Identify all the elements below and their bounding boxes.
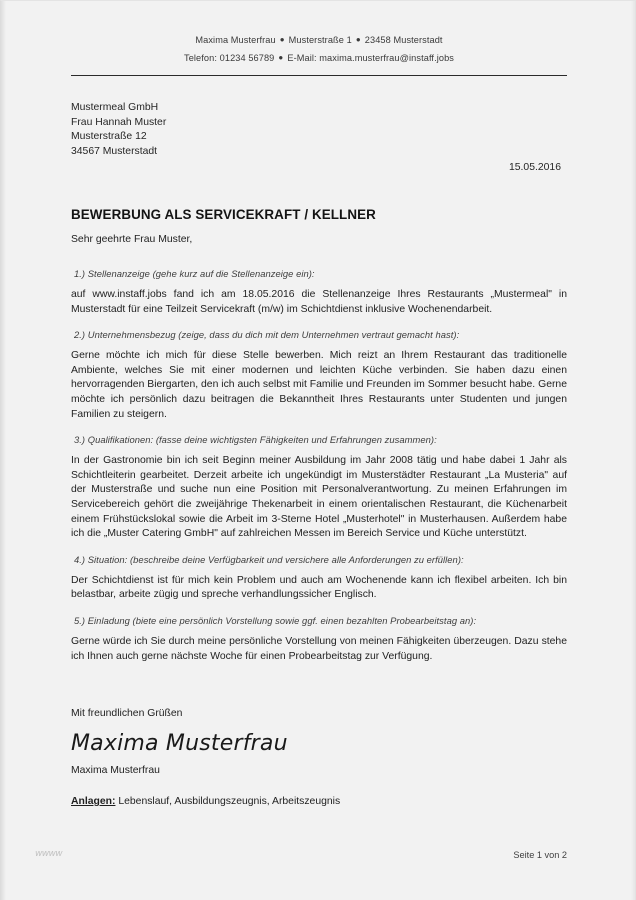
section-heading: 3.) Qualifikationen: (fasse deine wichtigsten Fähigkeiten und Erfahrungen zusammen): (74, 434, 437, 446)
section-heading: 5.) Einladung (biete eine persönlich Vorstellung sowie ggf. einen bezahlten Probearbeitstag an): (74, 614, 477, 626)
bullet-separator-icon: ● (355, 35, 361, 44)
bullet-separator-icon: ● (279, 35, 285, 44)
letter-section (71, 615, 567, 664)
recipient-address-block (71, 101, 166, 159)
sender-name: Maxima Musterfrau (195, 35, 276, 45)
attachments-items: Lebenslauf, Ausbildungszeugnis, Arbeitszeugnis (118, 796, 341, 807)
section-heading: 4.) Situation: (beschreibe deine Verfügbarkeit und versichere alle Anforderungen zu erfüllen): (74, 553, 464, 565)
attachments-label: Anlagen: (71, 796, 116, 807)
recipient-city: 34567 Musterstadt (71, 145, 158, 157)
letter-subject: BEWERBUNG ALS SERVICEKRAFT / KELLNER (71, 207, 376, 222)
page-number: Seite 1 von 2 (513, 850, 567, 860)
section-body: auf www.instaff.jobs fand ich am 18.05.2016 die Stellenanzeige Ihres Restaurants „Mustermeal" in Musterstadt für eine Teilzeit Servicekraft (m/w) im Schichtdienst inklusive Wochenendarbeit. (71, 289, 567, 315)
sender-email: E-Mail: maxima.musterfrau@instaff.jobs (287, 53, 454, 63)
letter-salutation: Sehr geehrte Frau Muster, (71, 234, 193, 245)
recipient-contact: Frau Hannah Muster (71, 116, 167, 128)
typed-name: Maxima Musterfrau (71, 765, 160, 776)
sender-phone: Telefon: 01234 56789 (184, 53, 275, 63)
letter-section (71, 434, 567, 542)
letter-section (71, 329, 567, 422)
letter-section (71, 554, 567, 603)
header-divider (71, 75, 567, 76)
letterhead-line-contact (71, 49, 567, 67)
section-body: Gerne möchte ich mich für diese Stelle bewerben. Mich reizt an Ihrem Restaurant das traditionelle Ambiente, welches Sie mit einer modernen und leichten Küche verbinden. Sie haben dazu einen hervorragenden Biergarten, den ich auch selbst mit Familie und Freunden im Sommer besucht habe. Gerne möchte ich persönlich dazu beitragen die Bekanntheit Ihres Restaurants unter Studenten und jungen Familien zu steigern. (71, 350, 567, 420)
recipient-street: Musterstraße 12 (71, 131, 147, 143)
closing-block (71, 708, 567, 776)
letter-date: 15.05.2016 (508, 162, 561, 173)
sender-city: 23458 Musterstadt (364, 35, 443, 45)
signature: Maxima Musterfrau (71, 731, 288, 756)
section-body: In der Gastronomie bin ich seit Beginn meiner Ausbildung im Jahr 2008 tätig und habe dabei 1 Jahr als Schichtleiterin gearbeitet. Derzeit arbeite ich ungekündigt im Musterstädter Restaurant „La Musteria" auf der Musterstraße und suche nun eine Position mit Personalverantwortung. Zu meinen Erfahrungen im Servicebereich gehört die zweijährige Thekenarbeit in einem orientalischen Restaurant, die Küchenarbeit einem Frühstückslokal sowie die Arbeit im 3-Sterne Hotel „Musterhotel" in Musterhausen. Außerdem habe ich die „Muster Catering GmbH" auf zahlreichen Messen im Bereich Service und Küche unterstützt. (71, 455, 567, 540)
section-heading: 1.) Stellenanzeige (gehe kurz auf die Stellenanzeige ein): (74, 268, 315, 279)
footer-watermark: wwww (35, 849, 63, 859)
letter-section (71, 268, 567, 317)
letterhead-line-address (71, 31, 567, 49)
letter-sections (71, 268, 567, 676)
bullet-separator-icon: ● (278, 53, 284, 62)
attachments-line (71, 796, 340, 807)
letterhead (71, 31, 567, 67)
recipient-company: Mustermeal GmbH (71, 102, 159, 113)
section-body: Gerne würde ich Sie durch meine persönliche Vorstellung von meinen Fähigkeiten überzeugen. Dazu stehe ich Ihnen auch gerne nächste Woche für einen Probearbeitstag zur Verfügung. (71, 635, 567, 662)
section-body: Der Schichtdienst ist für mich kein Problem und auch am Wochenende kann ich flexibel arbeiten. Ich bin belastbar, arbeite zügig und spreche verhandlungssicher Englisch. (71, 574, 567, 601)
sender-street: Musterstraße 1 (288, 35, 352, 45)
section-heading: 2.) Unternehmensbezug (zeige, dass du dich mit dem Unternehmen vertraut gemacht hast): (74, 329, 460, 341)
closing-greeting: Mit freundlichen Grüßen (71, 708, 183, 719)
